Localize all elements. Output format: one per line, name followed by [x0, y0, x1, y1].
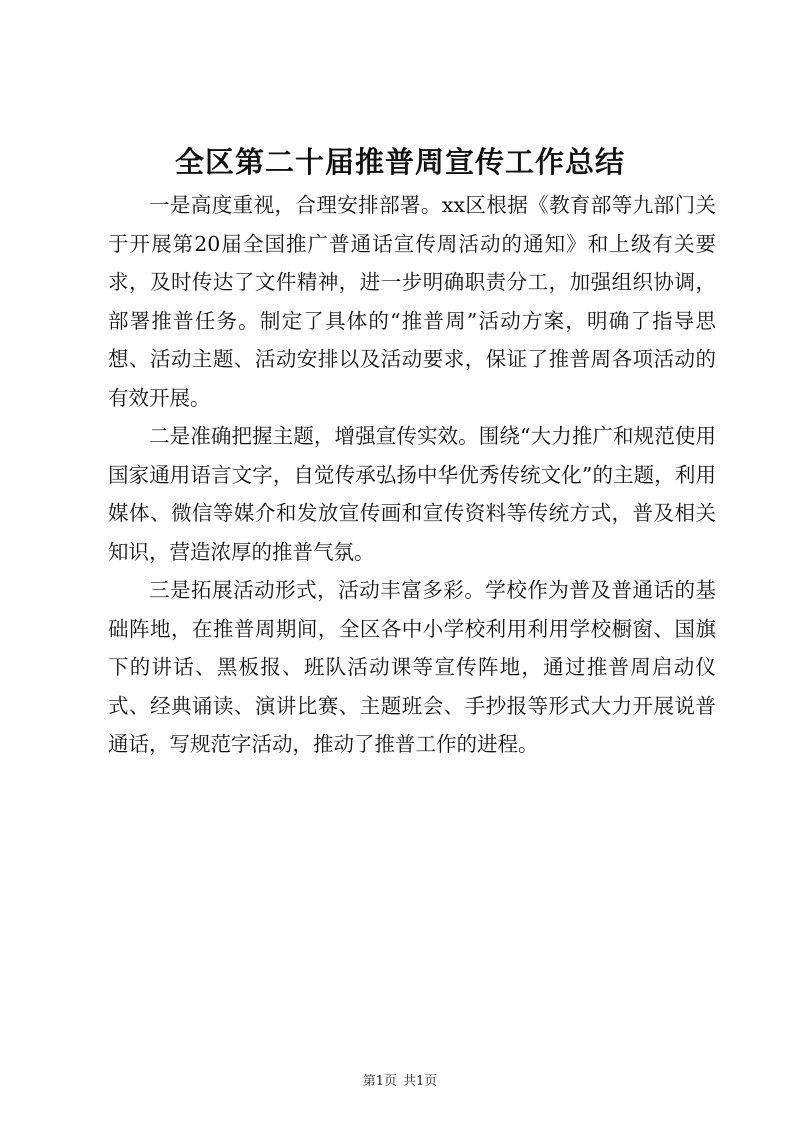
page-total: 共1页: [403, 1074, 438, 1089]
document-title: 全区第二十届推普周宣传工作总结: [174, 145, 625, 179]
paragraph-3: 三是拓展活动形式，活动丰富多彩。学校作为普及普通话的基础阵地，在推普周期间，全区各中小学校利用利用学校橱窗、国旗下的讲话、黑板报、班队活动课等宣传阵地，通过推普周启动仪式、经典诵读、演讲比赛、主题班会、手抄报等形式大力开展说普通话，写规范字活动，推动了推普工作的进程。: [108, 578, 716, 756]
document-body: [108, 186, 716, 764]
page-number: 第1页: [362, 1074, 397, 1089]
page-footer: [0, 1072, 800, 1092]
paragraph-1: 一是高度重视，合理安排部署。xx区根据《教育部等九部门关于开展第20届全国推广普通话宣传周活动的通知》和上级有关要求，及时传达了文件精神，进一步明确职责分工，加强组织协调，部署推普任务。制定了具体的“推普周”活动方案，明确了指导思想、活动主题、活动安排以及活动要求，保证了推普周各项活动的有效开展。: [108, 193, 716, 410]
paragraph-2: 二是准确把握主题，增强宣传实效。围绕“大力推广和规范使用国家通用语言文字，自觉传承弘扬中华优秀传统文化”的主题，利用媒体、微信等媒介和发放宣传画和宣传资料等传统方式，普及相关知识，营造浓厚的推普气氛。: [108, 424, 716, 564]
